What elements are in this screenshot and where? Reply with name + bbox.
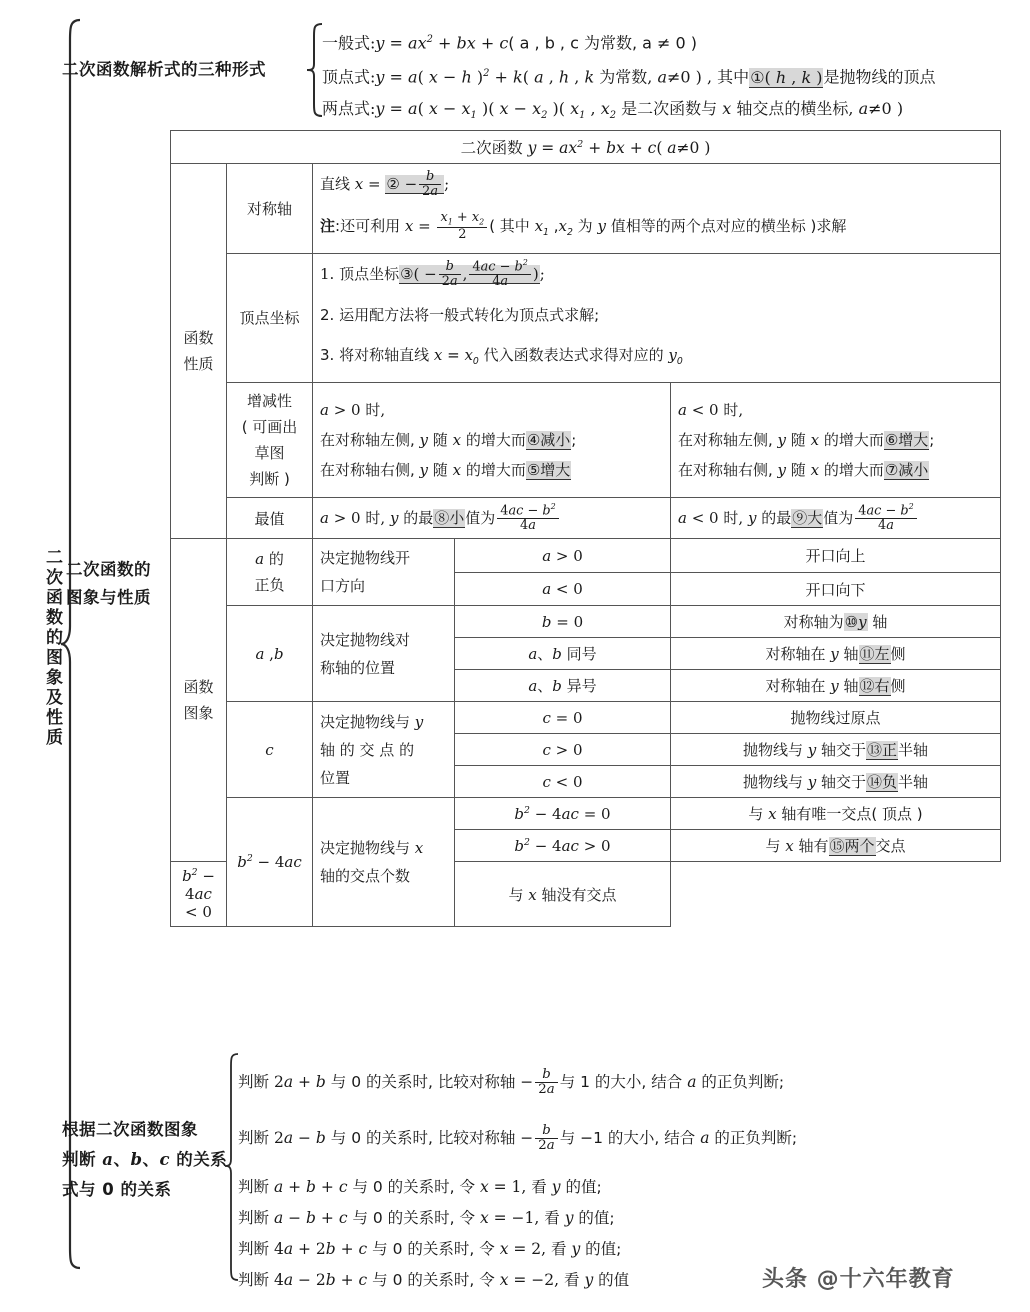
rule-2a-plus-b: 判断 2a + b 与 0 的关系时, 比较对称轴 − $\frac{b}{2a}$ 与 1 的大小, 结合 a 的正负判断; (238, 1066, 785, 1097)
section3-rule-list (238, 1054, 998, 1296)
result-disc-gt0: 与 x 轴有⑮两个交点 (671, 830, 1001, 862)
rule-4a-plus-2b-plus-c: 判断 4a + 2b + c 与 0 的关系时, 令 x = 2, 看 y 的值; (238, 1240, 622, 1258)
result-c-eq0: 抛物线过原点 (671, 702, 1001, 734)
desc-c: 决定抛物线与 y 轴 的 交 点 的 位置 (313, 702, 455, 798)
row-ab-1 (171, 606, 1001, 638)
section3-label-line2: 判断 a、b、c 的关系 (62, 1150, 228, 1169)
section3-label-line1: 根据二次函数图象 (62, 1120, 198, 1139)
section3-label (62, 1115, 227, 1205)
form-two-point: 两点式:y = a( $x - x_1$ )( $x - x_2$ )( $x_1$ , $x_2$ 是二次函数与 x 轴交点的横坐标, a≠0 ) (322, 98, 904, 121)
mono-right-1: a < 0 时, (678, 400, 744, 419)
result-c-gt0: 抛物线与 y 轴交于⑬正半轴 (671, 734, 1001, 766)
row-name-extremum: 最值 (227, 497, 313, 539)
result-disc-lt0: 与 x 轴没有交点 (455, 862, 671, 927)
cond-disc-gt0: $b^2 - 4ac > 0$ (455, 830, 671, 862)
table-caption: 二次函数 $y = ax^2$ + bx + c( a≠0 ) (171, 131, 1001, 164)
cond-c-gt0: c > 0 (455, 734, 671, 766)
form-general: 一般式:y = $ax^2$ + bx + c( a , b , c 为常数, a ≠ 0 ) (322, 33, 698, 53)
cond-a-gt0: a > 0 (455, 539, 671, 573)
cell-vertex-content (313, 254, 1001, 383)
row-extremum (171, 497, 1001, 539)
root-label: 二次函数的图象及性质 (42, 548, 62, 748)
cell-axis-content (313, 164, 1001, 254)
cond-a-lt0: a < 0 (455, 572, 671, 606)
group-properties: 函数 性质 (171, 164, 227, 539)
group-graph: 函数 图象 (171, 539, 227, 862)
vertex-item-3: 3. 将对称轴直线 $x = x_0$ 代入函数表达式求得对应的 $y_0$ (320, 345, 683, 367)
cond-c-lt0: c < 0 (455, 766, 671, 798)
outer-brace (60, 18, 82, 1270)
axis-line-1: 直线 x = ② − $\frac{b}{2a}$ ; (320, 168, 450, 199)
mono-left-1: a > 0 时, (320, 400, 386, 419)
cond-b-eq0: b = 0 (455, 606, 671, 638)
row-name-c: c (227, 702, 313, 798)
row-name-monotonicity: 增减性 ( 可画出 草图 判断 ) (227, 382, 313, 497)
properties-table-wrapper (170, 130, 1000, 927)
form-vertex-prefix: 顶点式 (322, 67, 371, 87)
row-name-sign-a: a 的 正负 (227, 539, 313, 606)
row-name-axis: 对称轴 (227, 164, 313, 254)
cond-c-eq0: c = 0 (455, 702, 671, 734)
cond-ab-same: a、b 同号 (455, 638, 671, 670)
axis-note-label: 注 (320, 217, 336, 236)
rule-a-minus-b-plus-c: 判断 a − b + c 与 0 的关系时, 令 x = −1, 看 y 的值; (238, 1209, 615, 1227)
row-monotonicity (171, 382, 1001, 497)
mono-left-2: 在对称轴左侧, y 随 x 的增大而④减小; (320, 430, 577, 449)
vertex-item-1: 1. 顶点坐标③( − $\frac{b}{2a}$ , $\frac{4ac - b^2}{4a}$ ); (320, 258, 545, 290)
desc-ab: 决定抛物线对 称轴的位置 (313, 606, 455, 702)
cell-monotonicity-left (313, 382, 671, 497)
row-sign-a-1 (171, 539, 1001, 573)
row-disc-1 (171, 798, 1001, 830)
section1-label: 二次函数解析式的三种形式 (62, 60, 266, 79)
form-vertex: 顶点式:y = a( x − h )$^2$ + k( a , h , k 为常数, a≠0 ) , 其中①( h , k )是抛物线的顶点 (322, 67, 936, 87)
row-vertex (171, 254, 1001, 383)
cond-disc-lt0: $b^2 - 4ac < 0$ (171, 862, 227, 927)
section2-label-line2: 图象与性质 (66, 588, 151, 607)
mono-left-3: 在对称轴右侧, y 随 x 的增大而⑤增大 (320, 460, 571, 479)
row-name-ab: a ,b (227, 606, 313, 702)
cond-ab-diff: a、b 异号 (455, 670, 671, 702)
result-b-eq0: 对称轴为⑩y 轴 (671, 606, 1001, 638)
result-ab-diff: 对称轴在 y 轴⑫右侧 (671, 670, 1001, 702)
vertex-item-2: 2. 运用配方法将一般式转化为顶点式求解; (320, 305, 600, 324)
cell-extremum-right: a < 0 时, y 的最⑨大值为 $\frac{4ac - b^2}{4a}$ (671, 497, 1001, 539)
rule-4a-minus-2b-plus-c: 判断 4a − 2b + c 与 0 的关系时, 令 x = −2, 看 y 的值 (238, 1271, 630, 1289)
cond-disc-eq0: $b^2 - 4ac = 0$ (455, 798, 671, 830)
row-name-disc: $b^2 - 4ac$ (227, 798, 313, 927)
desc-sign-a: 决定抛物线开 口方向 (313, 539, 455, 606)
section3-label-line3: 式与 0 的关系 (62, 1180, 172, 1199)
section2-label (66, 556, 151, 612)
desc-disc: 决定抛物线与 x 轴的交点个数 (313, 798, 455, 927)
result-disc-eq0: 与 x 轴有唯一交点( 顶点 ) (671, 798, 1001, 830)
form-general-tail: ( a , b , c 为常数, a ≠ 0 ) (508, 33, 698, 53)
section2-label-line1: 二次函数的 (66, 560, 151, 579)
cell-extremum-left: a > 0 时, y 的最⑧小值为 $\frac{4ac - b^2}{4a}$ (313, 497, 671, 539)
result-ab-same: 对称轴在 y 轴⑪左侧 (671, 638, 1001, 670)
form-two-point-prefix: 两点式 (322, 98, 371, 118)
blank-1: ①( h , k ) (750, 67, 823, 87)
rule-a-plus-b-plus-c: 判断 a + b + c 与 0 的关系时, 令 x = 1, 看 y 的值; (238, 1178, 602, 1196)
row-c-1 (171, 702, 1001, 734)
mono-right-3: 在对称轴右侧, y 随 x 的增大而⑦减小 (678, 460, 929, 479)
table-caption-row (171, 131, 1001, 164)
cell-monotonicity-right (671, 382, 1001, 497)
row-name-vertex: 顶点坐标 (227, 254, 313, 383)
axis-note: 注:还可利用 x = $\frac{x_1 + x_2}{2}$ ( 其中 $x_1$ $,x_2$ 为 y 值相等的两个点对应的横坐标 )求解 (320, 209, 847, 242)
section1-formula-list (322, 24, 1022, 131)
rule-2a-minus-b: 判断 2a − b 与 0 的关系时, 比较对称轴 − $\frac{b}{2a}$ 与 −1 的大小, 结合 a 的正负判断; (238, 1122, 798, 1153)
result-c-lt0: 抛物线与 y 轴交于⑭负半轴 (671, 766, 1001, 798)
row-axis-of-symmetry (171, 164, 1001, 254)
mono-right-2: 在对称轴左侧, y 随 x 的增大而⑥增大; (678, 430, 935, 449)
watermark: 头条 @十六年教育 (762, 1267, 955, 1292)
form-general-prefix: 一般式 (322, 33, 371, 53)
result-a-gt0: 开口向上 (671, 539, 1001, 573)
properties-table (170, 130, 1001, 927)
result-a-lt0: 开口向下 (671, 572, 1001, 606)
